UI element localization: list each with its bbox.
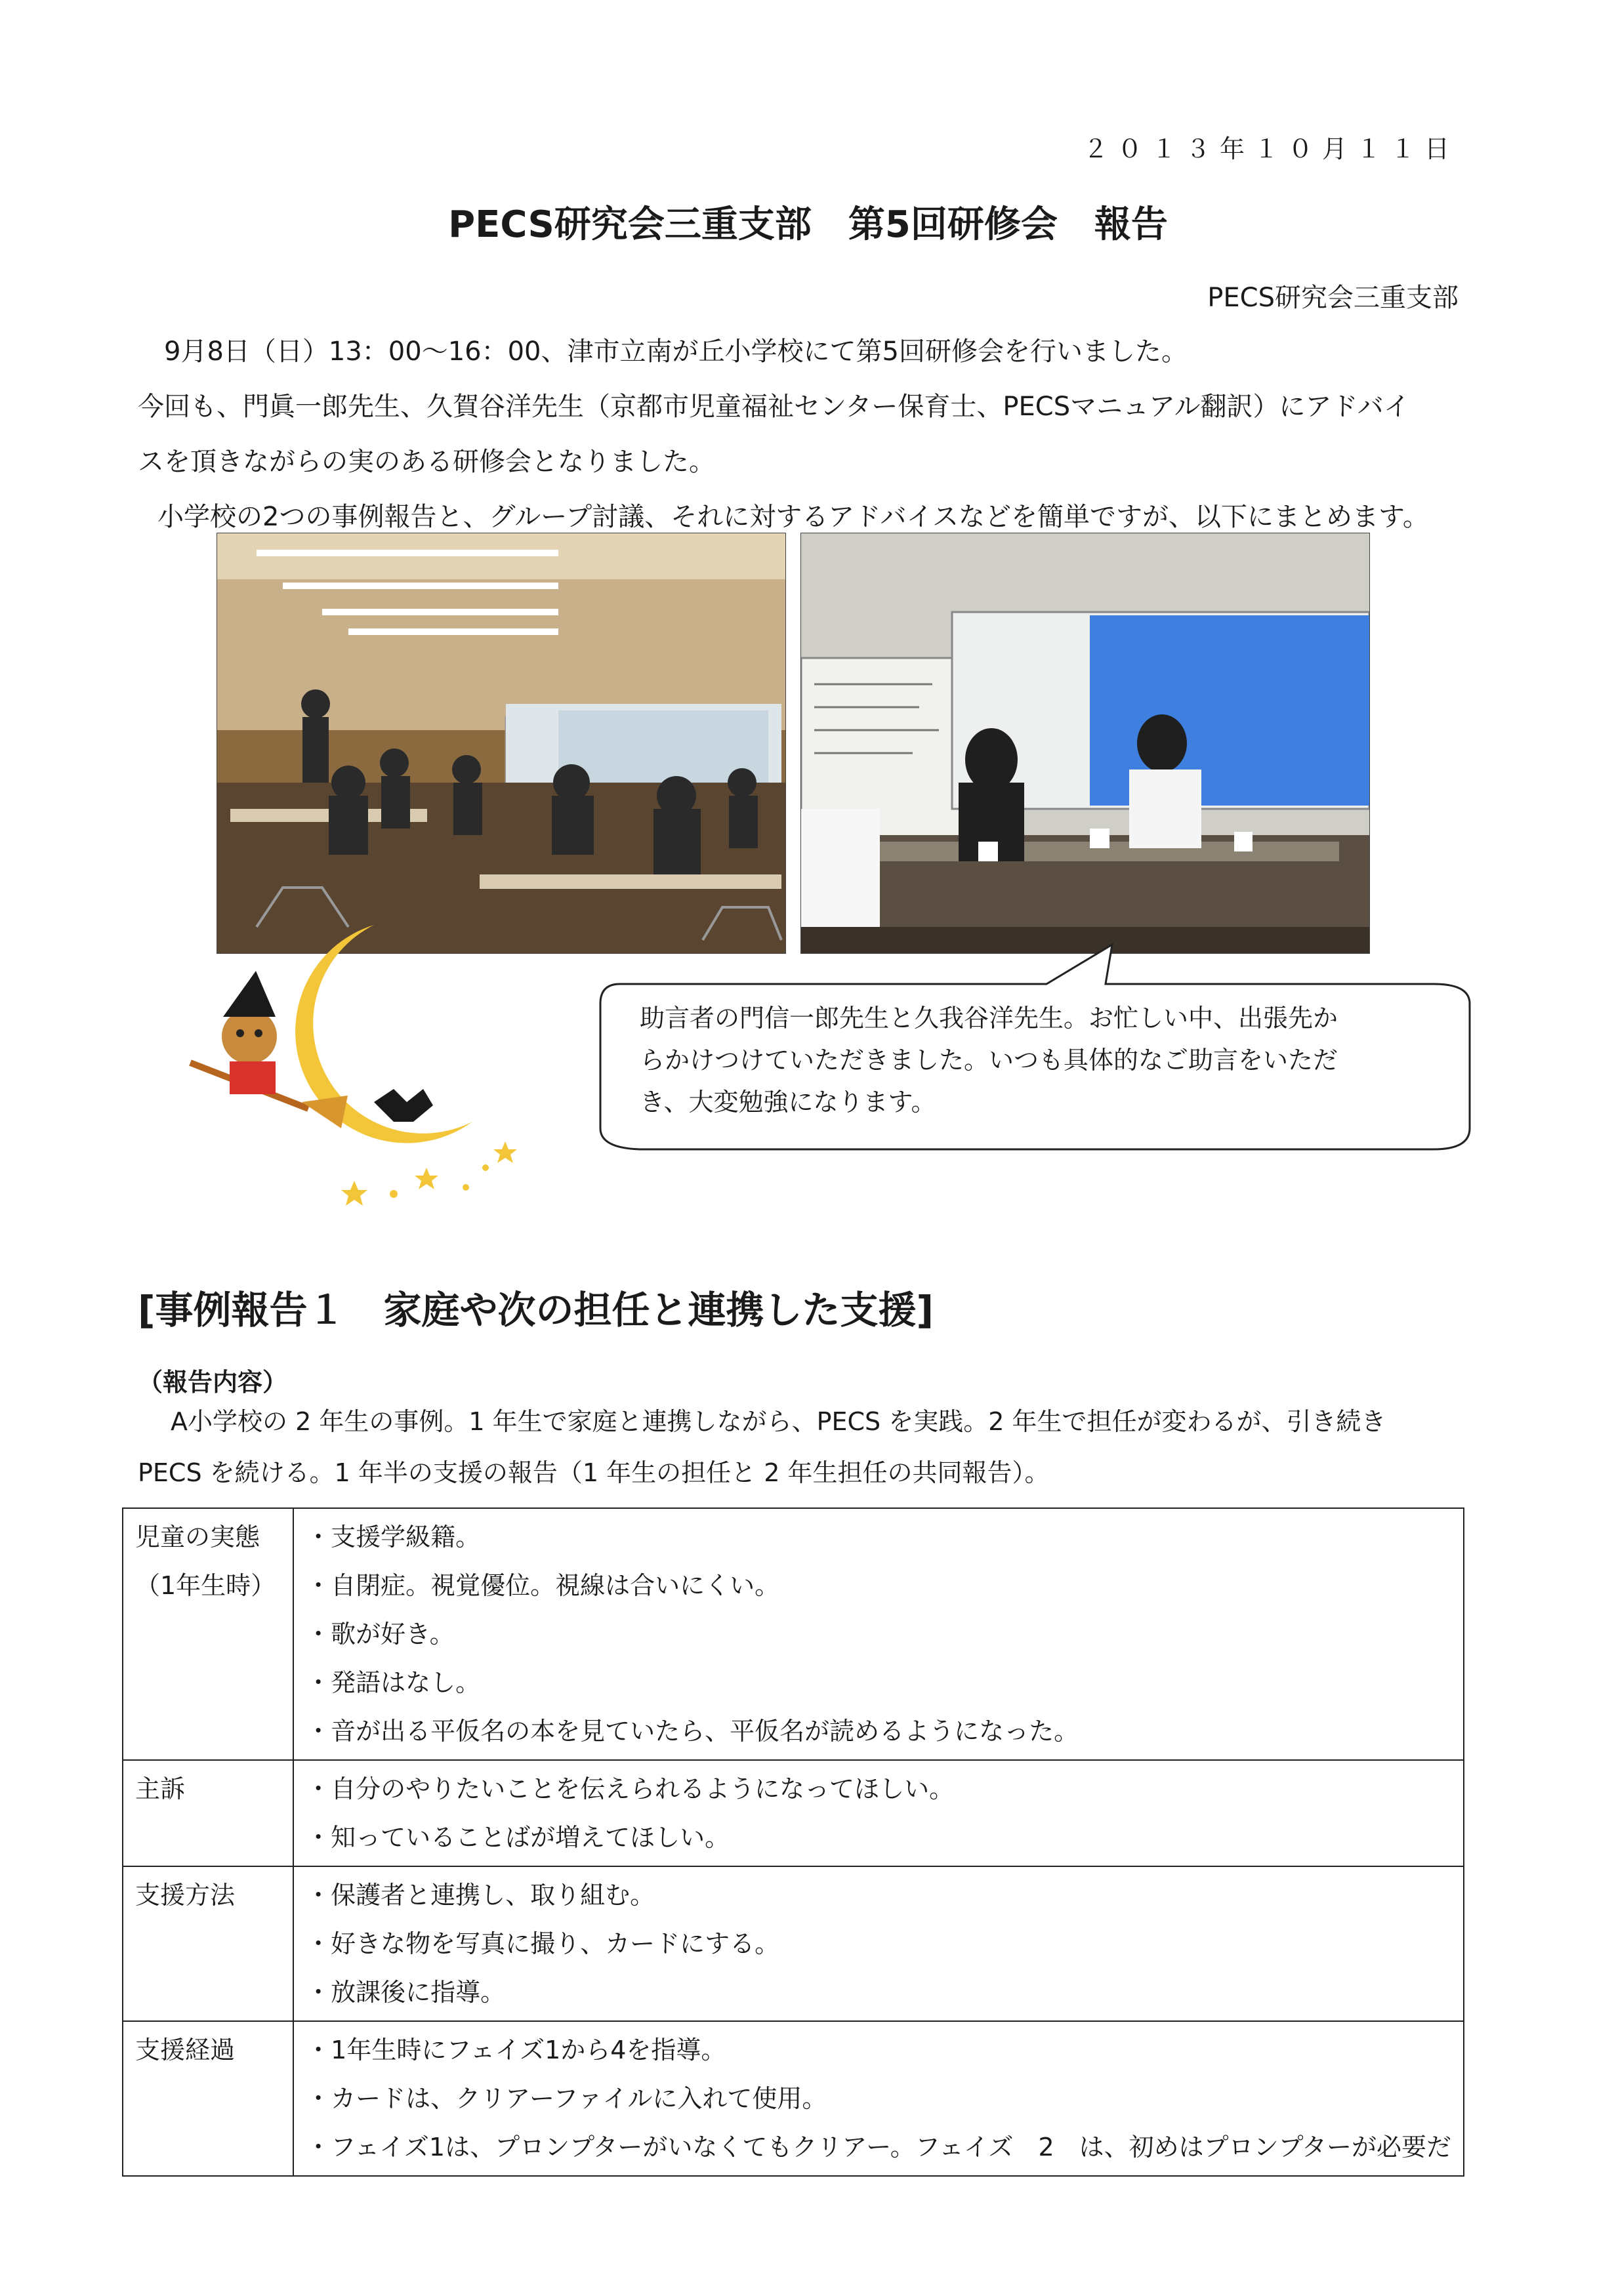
list-item: ・音が出る平仮名の本を見ていたら、平仮名が読めるようになった。	[306, 1717, 1079, 1746]
list-item: ・歌が好き。	[306, 1620, 455, 1649]
report-line: PECS を続ける。1 年半の支援の報告（1 年生の担任と 2 年生担任の共同報告）。	[138, 1458, 1050, 1487]
report-label: （報告内容）	[138, 1368, 288, 1397]
halloween-illustration	[177, 905, 558, 1233]
seminar-room-photo	[217, 533, 786, 954]
list-item: ・知っていることばが増えてほしい。	[306, 1823, 730, 1852]
list-item: ・支援学級籍。	[306, 1523, 481, 1551]
list-item: ・カードは、クリアーファイルに入れて使用。	[306, 2084, 827, 2113]
list-item: ・保護者と連携し、取り組む。	[306, 1881, 655, 1910]
bubble-line: き、大変勉強になります。	[640, 1088, 936, 1117]
caption-bubble	[587, 932, 1486, 1181]
intro-text	[138, 324, 1470, 544]
row-label-text: 支援方法	[135, 1881, 236, 1910]
row-label	[123, 1760, 293, 1866]
list-item: ・好きな物を写真に撮り、カードにする。	[306, 1929, 780, 1958]
list-item: ・1年生時にフェイズ1から4を指導。	[306, 2036, 726, 2064]
row-content	[293, 1866, 1464, 2021]
case1-heading: [事例報告１ 家庭や次の担任と連携した支援]	[138, 1288, 934, 1332]
report-text	[138, 1396, 1476, 1498]
row-sublabel-text: （1年生時）	[135, 1571, 276, 1600]
report-line: A小学校の 2 年生の事例。1 年生で家庭と連携しながら、PECS を実践。2 年生で担任が変わるが、引き続き	[171, 1407, 1386, 1436]
row-label-text: 主訴	[135, 1774, 186, 1803]
row-label-text: 支援経過	[135, 2036, 236, 2064]
row-label	[123, 2021, 293, 2176]
table-row	[123, 2021, 1464, 2176]
table-row	[123, 1866, 1464, 2021]
page-title: PECS研究会三重支部 第5回研修会 報告	[448, 203, 1168, 246]
row-label	[123, 1508, 293, 1760]
list-item: ・自分のやりたいことを伝えられるようになってほしい。	[306, 1774, 955, 1803]
list-item: ・放課後に指導。	[306, 1978, 506, 2007]
table-row	[123, 1508, 1464, 1760]
intro-line: 9月8日（日）13：00～16：00、津市立南が丘小学校にて第5回研修会を行いました。	[164, 337, 1188, 367]
report-date: ２０１３年１０月１１日	[1083, 134, 1459, 163]
table-row	[123, 1760, 1464, 1866]
organization-name: PECS研究会三重支部	[1207, 283, 1459, 313]
row-label-text: 児童の実態	[135, 1523, 260, 1551]
case1-table	[122, 1507, 1464, 2177]
list-item: ・フェイズ1は、プロンプターがいなくてもクリアー。フェイズ 2 は、初めはプロンプターが必要だ	[306, 2133, 1451, 2162]
intro-line: 小学校の2つの事例報告と、グループ討議、それに対するアドバイスなどを簡単ですが、以下にまとめます。	[157, 502, 1429, 532]
row-content	[293, 2021, 1464, 2176]
row-content	[293, 1508, 1464, 1760]
list-item: ・発語はなし。	[306, 1668, 481, 1697]
advisors-photo	[800, 533, 1370, 954]
list-item: ・自閉症。視覚優位。視線は合いにくい。	[306, 1571, 780, 1600]
row-content	[293, 1760, 1464, 1866]
bubble-line: 助言者の門信一郎先生と久我谷洋先生。お忙しい中、出張先か	[640, 1004, 1338, 1033]
intro-line: 今回も、門眞一郎先生、久賀谷洋先生（京都市児童福祉センター保育士、PECSマニュアル翻訳）にアドバイ	[138, 392, 1410, 422]
bubble-line: らかけつけていただきました。いつも具体的なご助言をいただ	[640, 1046, 1338, 1075]
row-label	[123, 1866, 293, 2021]
intro-line: スを頂きながらの実のある研修会となりました。	[138, 447, 715, 477]
